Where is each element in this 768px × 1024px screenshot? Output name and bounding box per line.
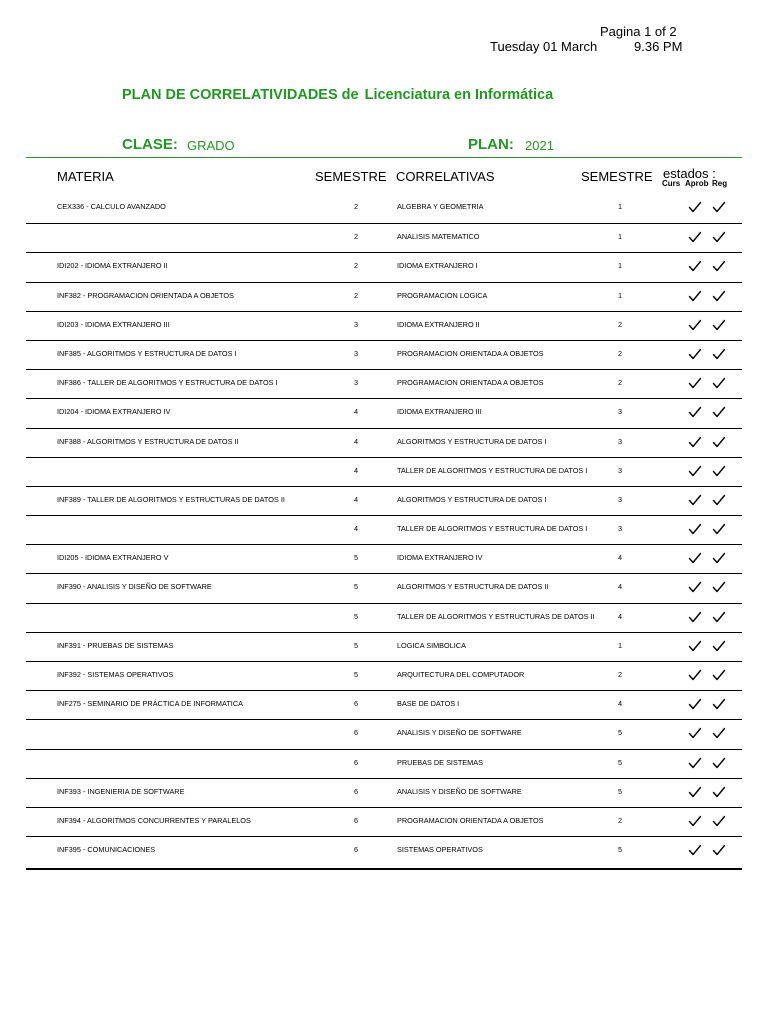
correlativa-cell: PROGRAMACION ORIENTADA A OBJETOS [397, 378, 544, 388]
semestre-cell: 5 [353, 670, 359, 679]
table-row [26, 632, 742, 661]
semestre-cell: 2 [353, 202, 359, 211]
print-date: Tuesday 01 March [490, 39, 598, 54]
table-row [26, 515, 742, 544]
checkmark-icon [712, 785, 726, 799]
semestre-correlativa-cell: 1 [617, 640, 623, 650]
semestre-correlativa-cell: 4 [617, 611, 623, 621]
table-row [26, 807, 742, 836]
semestre-cell: 4 [353, 524, 359, 534]
checkmark-icon [688, 814, 702, 828]
semestre-correlativa-cell: 3 [617, 494, 623, 504]
table-row [26, 252, 742, 281]
checkmark-icon [712, 639, 726, 653]
table-row [26, 340, 742, 369]
column-header-materia: MATERIA [57, 169, 114, 184]
table-row [26, 573, 742, 602]
column-header-curs: Curs [662, 179, 681, 188]
materia-cell: IDI202 - IDIOMA EXTRANJERO II [57, 261, 168, 271]
correlativa-cell: PROGRAMACION ORIENTADA A OBJETOS [397, 815, 544, 825]
materia-cell: INF395 - COMUNICACIONES [57, 845, 156, 855]
title-prefix: PLAN DE CORRELATIVIDADES de [122, 87, 359, 103]
correlativa-cell: ALGEBRA Y GEOMETRIA [397, 202, 484, 211]
semestre-correlativa-cell: 1 [617, 232, 623, 242]
semestre-cell: 6 [353, 699, 359, 709]
column-header-reg: Reg [712, 179, 728, 188]
semestre-correlativa-cell: 1 [617, 202, 623, 211]
semestre-cell: 2 [353, 261, 359, 271]
correlativa-cell: PROGRAMACION ORIENTADA A OBJETOS [397, 348, 544, 358]
correlativa-cell: ALGORITMOS Y ESTRUCTURA DE DATOS I [397, 436, 547, 446]
semestre-correlativa-cell: 5 [617, 757, 623, 767]
correlativa-cell: LOGICA SIMBOLICA [397, 640, 466, 650]
materia-cell: INF391 - PRUEBAS DE SISTEMAS [57, 640, 174, 650]
correlatividades-table [26, 194, 742, 865]
semestre-correlativa-cell: 5 [617, 786, 623, 796]
correlativa-cell: SISTEMAS OPERATIVOS [397, 845, 483, 855]
checkmark-icon [688, 405, 702, 419]
checkmark-icon [712, 435, 726, 449]
correlativa-cell: ARQUITECTURA DEL COMPUTADOR [397, 670, 525, 679]
semestre-cell: 4 [353, 407, 359, 417]
correlativa-cell: ALGORITMOS Y ESTRUCTURA DE DATOS II [397, 582, 549, 592]
checkmark-icon [688, 464, 702, 478]
correlativa-cell: ANALISIS MATEMATICO [397, 232, 480, 242]
checkmark-icon [712, 230, 726, 244]
semestre-cell: 4 [353, 465, 359, 475]
checkmark-icon [712, 376, 726, 390]
correlativa-cell: IDIOMA EXTRANJERO II [397, 319, 480, 329]
plan-value: 2021 [525, 138, 554, 153]
materia-cell: IDI204 - IDIOMA EXTRANJERO IV [57, 407, 171, 417]
checkmark-icon [688, 347, 702, 361]
table-row [26, 778, 742, 807]
checkmark-icon [688, 668, 702, 682]
plan-label: PLAN: [468, 136, 514, 153]
checkmark-icon [688, 259, 702, 273]
table-row [26, 486, 742, 515]
checkmark-icon [688, 551, 702, 565]
materia-cell: IDI205 - IDIOMA EXTRANJERO V [57, 553, 169, 563]
correlativa-cell: PRUEBAS DE SISTEMAS [397, 757, 483, 767]
table-row [26, 690, 742, 719]
table-row [26, 282, 742, 311]
semestre-correlativa-cell: 5 [617, 845, 623, 855]
materia-cell: INF388 - ALGORITMOS Y ESTRUCTURA DE DATOS II [57, 436, 239, 446]
semestre-cell: 6 [353, 815, 359, 825]
checkmark-icon [688, 493, 702, 507]
semestre-correlativa-cell: 2 [617, 348, 623, 358]
checkmark-icon [712, 493, 726, 507]
materia-cell: INF275 - SEMINARIO DE PRÁCTICA DE INFORMATICA [57, 699, 243, 709]
correlativa-cell: TALLER DE ALGORITMOS Y ESTRUCTURAS DE DATOS II [397, 611, 595, 621]
semestre-correlativa-cell: 4 [617, 553, 623, 563]
semestre-correlativa-cell: 2 [617, 319, 623, 329]
correlativa-cell: ANALISIS Y DISEÑO DE SOFTWARE [397, 728, 522, 738]
checkmark-icon [688, 318, 702, 332]
print-time: 9.36 PM [634, 39, 683, 54]
correlativa-cell: ALGORITMOS Y ESTRUCTURA DE DATOS I [397, 494, 547, 504]
semestre-cell: 3 [353, 378, 359, 388]
semestre-correlativa-cell: 4 [617, 582, 623, 592]
semestre-cell: 3 [353, 348, 359, 358]
checkmark-icon [688, 230, 702, 244]
semestre-cell: 4 [353, 494, 359, 504]
materia-cell: INF389 - TALLER DE ALGORITMOS Y ESTRUCTURAS DE DATOS II [57, 494, 285, 504]
table-row [26, 428, 742, 457]
semestre-correlativa-cell: 1 [617, 290, 623, 300]
semestre-cell: 5 [353, 640, 359, 650]
correlativa-cell: PROGRAMACION LOGICA [397, 290, 488, 300]
header-divider [26, 157, 742, 158]
checkmark-icon [712, 289, 726, 303]
checkmark-icon [712, 318, 726, 332]
checkmark-icon [688, 200, 702, 214]
clase-value: GRADO [187, 138, 235, 153]
correlativa-cell: TALLER DE ALGORITMOS Y ESTRUCTURA DE DATOS I [397, 524, 588, 534]
checkmark-icon [688, 376, 702, 390]
table-row [26, 457, 742, 486]
semestre-cell: 2 [353, 290, 359, 300]
checkmark-icon [688, 639, 702, 653]
correlativa-cell: ANALISIS Y DISEÑO DE SOFTWARE [397, 786, 522, 796]
semestre-correlativa-cell: 3 [617, 524, 623, 534]
correlativa-cell: IDIOMA EXTRANJERO III [397, 407, 482, 417]
checkmark-icon [688, 843, 702, 857]
correlativa-cell: IDIOMA EXTRANJERO I [397, 261, 478, 271]
checkmark-icon [712, 668, 726, 682]
correlativa-cell: BASE DE DATOS I [397, 699, 460, 709]
materia-cell: INF394 - ALGORITMOS CONCURRENTES Y PARALELOS [57, 815, 251, 825]
semestre-correlativa-cell: 3 [617, 465, 623, 475]
column-header-semestre-correlativa: SEMESTRE [581, 169, 653, 184]
checkmark-icon [712, 843, 726, 857]
career-name: Licenciatura en Informática [364, 87, 554, 103]
table-row [26, 661, 742, 690]
page-number: Pagina 1 of 2 [600, 24, 677, 39]
checkmark-icon [712, 726, 726, 740]
materia-cell: IDI203 - IDIOMA EXTRANJERO III [57, 319, 170, 329]
semestre-correlativa-cell: 2 [617, 378, 623, 388]
semestre-correlativa-cell: 1 [617, 261, 623, 271]
table-bottom-rule [26, 868, 742, 870]
checkmark-icon [688, 610, 702, 624]
checkmark-icon [712, 551, 726, 565]
checkmark-icon [712, 405, 726, 419]
correlativa-cell: IDIOMA EXTRANJERO IV [397, 553, 483, 563]
materia-cell: INF393 - INGENIERIA DE SOFTWARE [57, 786, 185, 796]
table-row [26, 603, 742, 632]
checkmark-icon [688, 785, 702, 799]
table-row [26, 836, 742, 865]
semestre-correlativa-cell: 3 [617, 407, 623, 417]
checkmark-icon [712, 200, 726, 214]
checkmark-icon [712, 464, 726, 478]
checkmark-icon [688, 756, 702, 770]
semestre-correlativa-cell: 3 [617, 436, 623, 446]
table-row [26, 544, 742, 573]
checkmark-icon [688, 726, 702, 740]
semestre-cell: 6 [353, 786, 359, 796]
semestre-cell: 2 [353, 232, 359, 242]
table-row [26, 719, 742, 748]
materia-cell: INF382 - PROGRAMACION ORIENTADA A OBJETOS [57, 290, 234, 300]
semestre-correlativa-cell: 5 [617, 728, 623, 738]
semestre-cell: 5 [353, 553, 359, 563]
checkmark-icon [712, 610, 726, 624]
semestre-cell: 5 [353, 582, 359, 592]
materia-cell: INF392 - SISTEMAS OPERATIVOS [57, 670, 174, 679]
checkmark-icon [688, 580, 702, 594]
checkmark-icon [712, 697, 726, 711]
checkmark-icon [688, 522, 702, 536]
checkmark-icon [688, 697, 702, 711]
checkmark-icon [712, 814, 726, 828]
semestre-correlativa-cell: 4 [617, 699, 623, 709]
checkmark-icon [712, 580, 726, 594]
table-row [26, 311, 742, 340]
materia-cell: INF385 - ALGORITMOS Y ESTRUCTURA DE DATOS I [57, 348, 237, 358]
column-header-estados: estados : [663, 166, 716, 181]
checkmark-icon [712, 347, 726, 361]
materia-cell: CEX336 - CALCULO AVANZADO [57, 202, 166, 211]
semestre-correlativa-cell: 2 [617, 670, 623, 679]
semestre-correlativa-cell: 2 [617, 815, 623, 825]
checkmark-icon [688, 289, 702, 303]
table-row [26, 398, 742, 427]
table-row [26, 223, 742, 252]
checkmark-icon [712, 756, 726, 770]
table-row [26, 749, 742, 778]
semestre-cell: 5 [353, 611, 359, 621]
checkmark-icon [712, 522, 726, 536]
checkmark-icon [688, 435, 702, 449]
semestre-cell: 6 [353, 757, 359, 767]
checkmark-icon [712, 259, 726, 273]
semestre-cell: 4 [353, 436, 359, 446]
semestre-cell: 6 [353, 845, 359, 855]
page-title [122, 87, 553, 103]
materia-cell: INF390 - ANALISIS Y DISEÑO DE SOFTWARE [57, 582, 212, 592]
column-header-correlativas: CORRELATIVAS [396, 169, 495, 184]
semestre-cell: 3 [353, 319, 359, 329]
clase-label: CLASE: [122, 136, 178, 153]
table-row [26, 194, 742, 223]
column-header-aprob: Aprob [685, 179, 709, 188]
semestre-cell: 6 [353, 728, 359, 738]
materia-cell: INF386 - TALLER DE ALGORITMOS Y ESTRUCTURA DE DATOS I [57, 378, 278, 388]
table-row [26, 369, 742, 398]
column-header-semestre: SEMESTRE [315, 169, 387, 184]
correlativa-cell: TALLER DE ALGORITMOS Y ESTRUCTURA DE DATOS I [397, 465, 588, 475]
